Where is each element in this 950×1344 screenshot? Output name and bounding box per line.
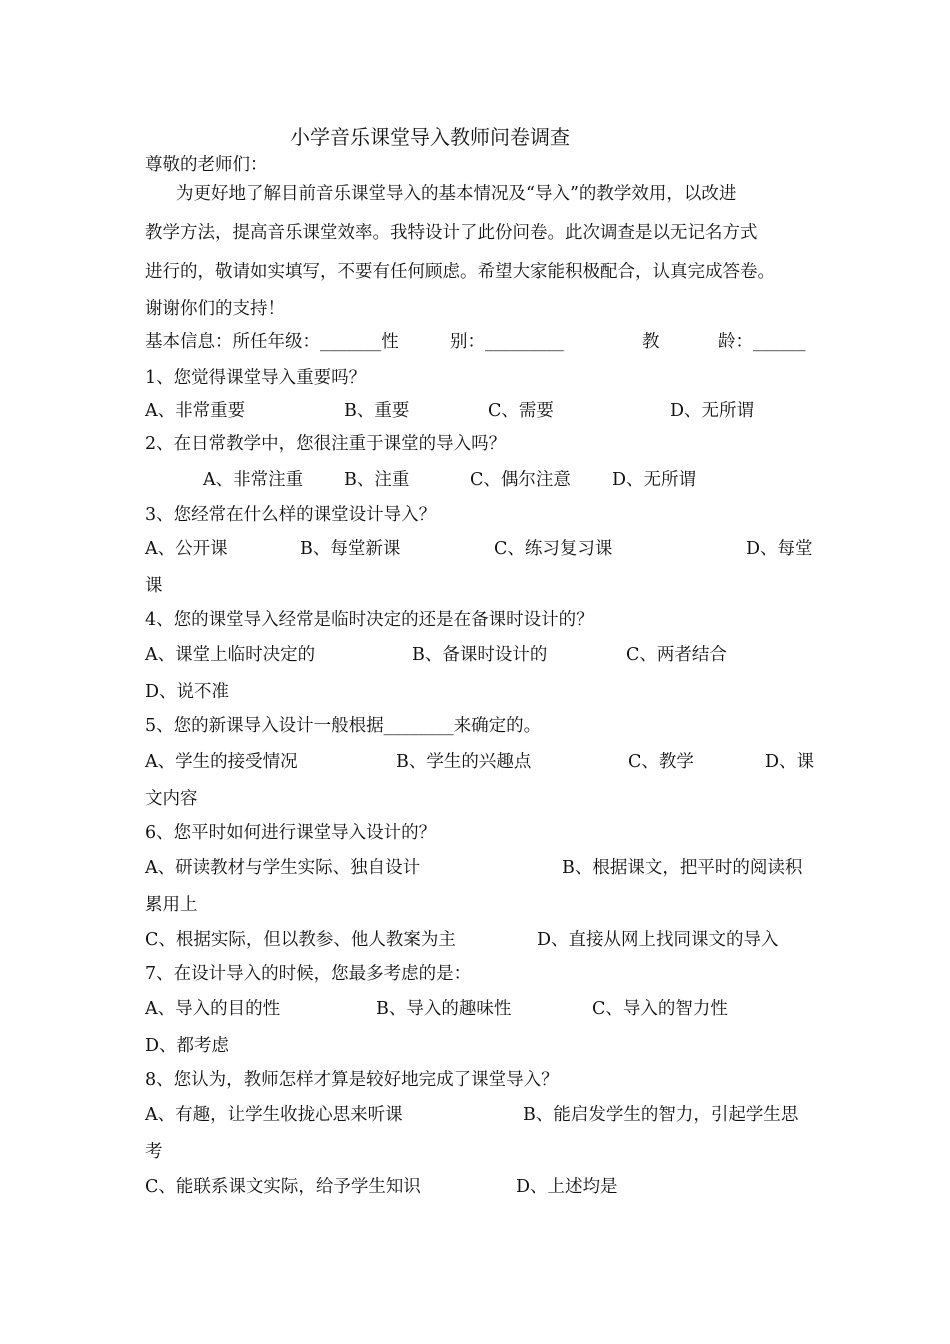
question-8: 8、您认为，教师怎样才算是较好地完成了课堂导入？: [145, 1070, 559, 1090]
q3-option-b: B、每堂新课: [300, 539, 401, 559]
q6-option-d: D、直接从网上找同课文的导入: [537, 930, 779, 950]
question-7: 7、在设计导入的时候，您最多考虑的是：: [145, 964, 472, 984]
q5-option-d: D、课: [765, 752, 815, 772]
question-4: 4、您的课堂导入经常是临时决定的还是在备课时设计的？: [145, 610, 594, 630]
q7-option-d: D、都考虑: [145, 1036, 230, 1056]
q8-option-d: D、上述均是: [516, 1177, 618, 1197]
q6-option-wrap: 累用上: [145, 895, 198, 915]
question-1: 1、您觉得课堂导入重要吗？: [145, 368, 367, 388]
basic-info-teach: 教: [642, 332, 660, 352]
q7-option-a: A、导入的目的性: [145, 999, 281, 1019]
q8-option-c: C、能联系课文实际，给予学生知识: [145, 1177, 421, 1197]
basic-info-label: 基本信息：所任年级：_______性: [145, 332, 399, 352]
question-2: 2、在日常教学中，您很注重于课堂的导入吗？: [145, 434, 507, 454]
question-5: 5、您的新课导入设计一般根据________来确定的。: [145, 716, 542, 736]
q3-option-a: A、公开课: [145, 539, 228, 559]
q2-option-a: A、非常注重: [203, 470, 304, 490]
q4-option-d: D、说不准: [145, 682, 230, 702]
q1-option-a: A、非常重要: [145, 401, 246, 421]
q6-option-c: C、根据实际，但以教参、他人教案为主: [145, 930, 456, 950]
question-6: 6、您平时如何进行课堂导入设计的？: [145, 823, 437, 843]
q1-option-d: D、无所谓: [670, 401, 755, 421]
intro-line: 进行的，敬请如实填写，不要有任何顾虑。希望大家能积极配合，认真完成答卷。: [145, 262, 775, 282]
q5-option-wrap: 文内容: [145, 789, 198, 809]
q5-option-b: B、学生的兴趣点: [396, 752, 532, 772]
q6-option-a: A、研读教材与学生实际、独自设计: [145, 858, 421, 878]
greeting: 尊敬的老师们：: [145, 155, 268, 175]
q4-option-b: B、备课时设计的: [412, 645, 548, 665]
q1-option-c: C、需要: [488, 401, 554, 421]
q2-option-b: B、注重: [344, 470, 410, 490]
intro-line: 为更好地了解目前音乐课堂导入的基本情况及“导入”的教学效用，以改进: [176, 184, 737, 204]
q5-option-c: C、教学: [628, 752, 694, 772]
q7-option-b: B、导入的趣味性: [376, 999, 512, 1019]
page-title: 小学音乐课堂导入教师问卷调查: [290, 125, 570, 149]
q4-option-a: A、课堂上临时决定的: [145, 645, 316, 665]
intro-line: 谢谢你们的支持！: [145, 299, 285, 319]
q8-option-a: A、有趣，让学生收拢心思来听课: [145, 1105, 403, 1125]
basic-info-gender: 别：_________: [450, 332, 564, 352]
q1-option-b: B、重要: [344, 401, 410, 421]
q2-option-d: D、无所谓: [612, 470, 697, 490]
q3-option-c: C、练习复习课: [494, 539, 613, 559]
q6-option-b: B、根据课文，把平时的阅读积: [562, 858, 803, 878]
question-3: 3、您经常在什么样的课堂设计导入？: [145, 505, 437, 525]
basic-info-age: 龄：______: [718, 332, 806, 352]
intro-line: 教学方法，提高音乐课堂效率。我特设计了此份问卷。此次调查是以无记名方式: [145, 223, 758, 243]
q5-option-a: A、学生的接受情况: [145, 752, 298, 772]
q8-option-wrap: 考: [145, 1142, 163, 1162]
q4-option-c: C、两者结合: [626, 645, 727, 665]
q3-option-wrap: 课: [145, 576, 163, 596]
q2-option-c: C、偶尔注意: [470, 470, 571, 490]
q3-option-d: D、每堂: [746, 539, 813, 559]
q8-option-b: B、能启发学生的智力，引起学生思: [523, 1105, 799, 1125]
q7-option-c: C、导入的智力性: [592, 999, 728, 1019]
